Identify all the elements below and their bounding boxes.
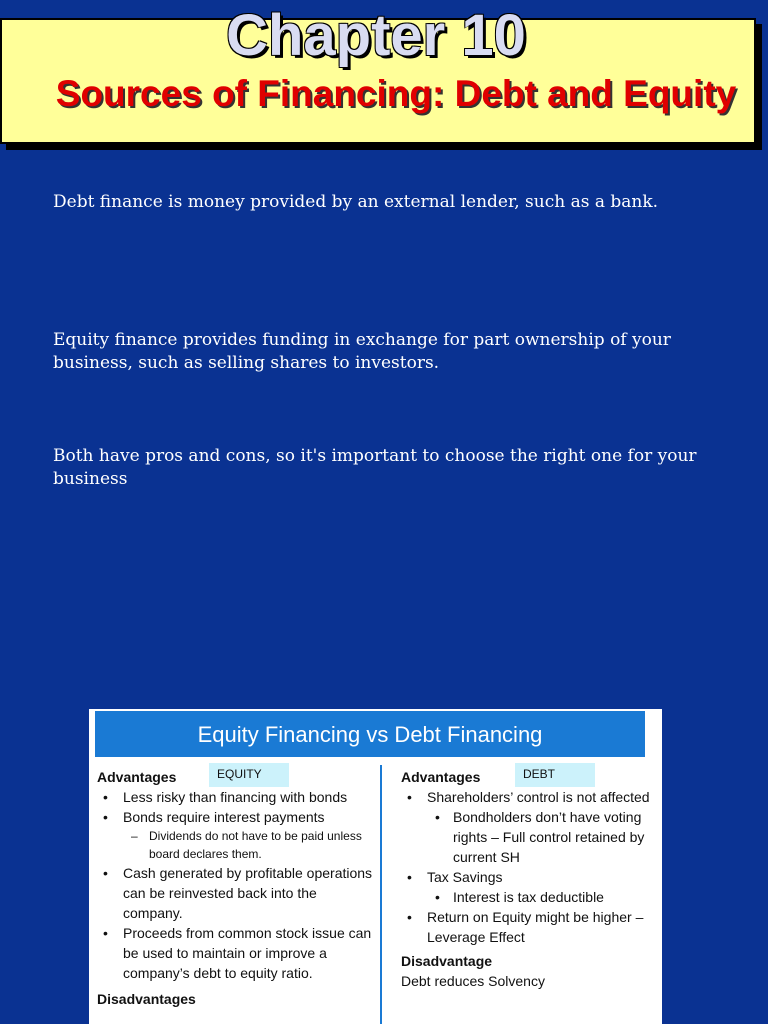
list-item: • Shareholders’ control is not affected bbox=[401, 787, 657, 807]
debt-advantages-heading: Advantages bbox=[401, 769, 481, 785]
chapter-subtitle: Sources of Financing: Debt and Equity bbox=[55, 73, 737, 114]
list-item: • Less risky than financing with bonds bbox=[97, 787, 377, 807]
debt-disadvantage-heading: Disadvantage bbox=[401, 953, 493, 969]
debt-advantages-list bbox=[401, 787, 657, 947]
list-item: • Return on Equity might be higher – Leverage Effect bbox=[401, 907, 657, 947]
list-item: • Bondholders don’t have voting rights – Full control retained by current SH bbox=[401, 807, 657, 867]
equity-tag: EQUITY bbox=[209, 763, 289, 787]
comparison-note: Both have pros and cons, so it's important to choose the right one for your business bbox=[53, 446, 697, 489]
equity-definition: Equity finance provides funding in exchange for part ownership of your business, such as selling shares to investors. bbox=[53, 330, 671, 373]
list-item: – Dividends do not have to be paid unless board declares them. bbox=[97, 827, 377, 863]
debt-column bbox=[401, 767, 657, 991]
list-item: • Cash generated by profitable operations can be reinvested back into the company. bbox=[97, 863, 377, 923]
equity-advantages-heading: Advantages bbox=[97, 769, 177, 785]
chapter-title: Chapter 10 bbox=[226, 3, 526, 68]
list-item: • Tax Savings bbox=[401, 867, 657, 887]
list-item: • Interest is tax deductible bbox=[401, 887, 657, 907]
debt-disadvantage-line: Debt reduces Solvency bbox=[401, 973, 545, 989]
equity-disadvantages-heading: Disadvantages bbox=[97, 991, 196, 1007]
column-divider bbox=[380, 765, 382, 1024]
list-item: • Bonds require interest payments bbox=[97, 807, 377, 827]
equity-advantages-list bbox=[97, 787, 377, 983]
equity-column bbox=[97, 767, 377, 1009]
comparison-image bbox=[89, 709, 662, 1024]
debt-tag: DEBT bbox=[515, 763, 595, 787]
comparison-title: Equity Financing vs Debt Financing bbox=[95, 711, 645, 757]
list-item: • Proceeds from common stock issue can be used to maintain or improve a company’s debt to equity ratio. bbox=[97, 923, 377, 983]
debt-definition: Debt finance is money provided by an external lender, such as a bank. bbox=[53, 192, 659, 212]
